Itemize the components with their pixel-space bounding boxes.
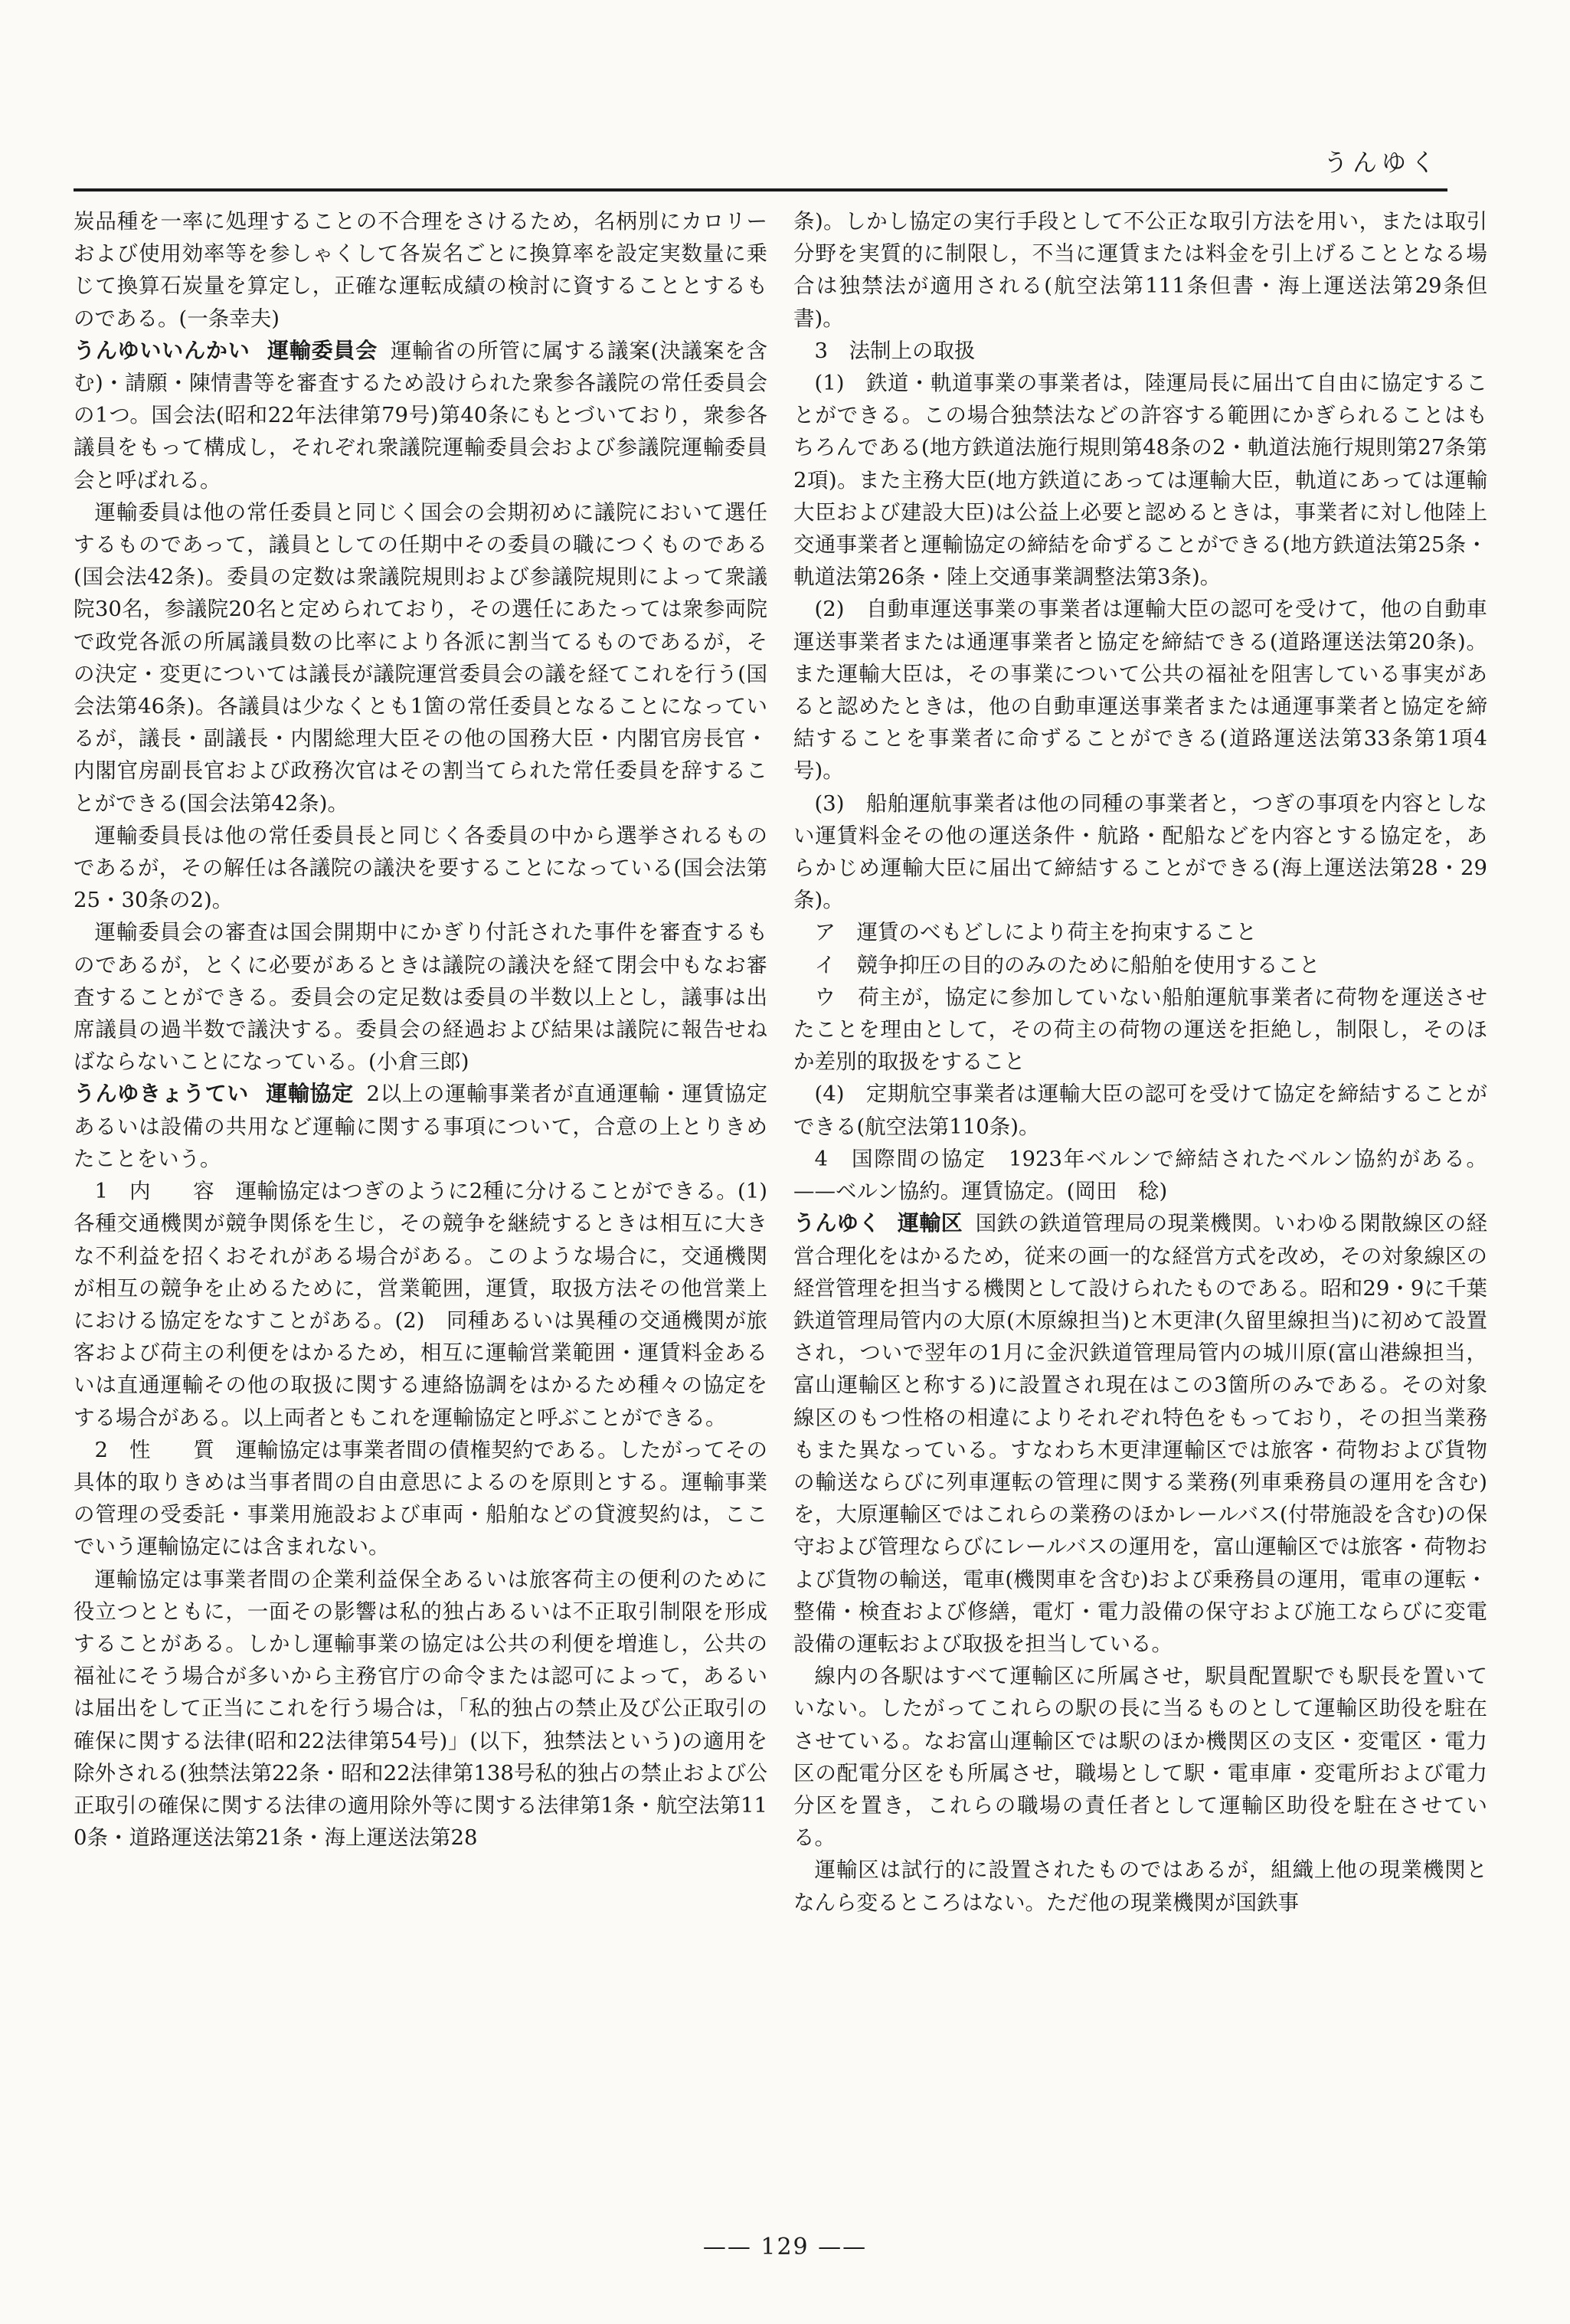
paragraph: 運輸委員会の審査は国会開期中にかぎり付託された事件を審査するものであるが，とくに必要があるときは議院の議決を経て閉会中もなお審査することができる。委員会の定足数は委員の半数以上とし，議事は出席議員の過半数で議決する。委員会の経過および結果は議院に報告せねばならないことになっている。(小倉三郎) — [74, 920, 767, 1075]
paragraph: 線内の各駅はすべて運輸区に所属させ，駅員配置駅でも駅長を置いていない。したがってこれらの駅の長に当るものとして運輸区助役を駐在させている。なお富山運輸区では駅のほか機関区の支区・変電区・電力区の配電分区をも所属させ，職場として駅・電車庫・変電所および電力分区を置き，これらの職場の責任者として運輸区助役を駐在させている。 — [793, 1664, 1487, 1851]
entry-reading: うんゆきょうてい — [74, 1081, 249, 1107]
section-nature: 2 性 質 運輸協定は事業者間の債権契約である。したがってその具体的取りきめは当事者間の自由意思によるのを原則とする。運輸事業の管理の受委託・事業用施設および車両・船舶などの貸渡契約は，ここでいう運輸協定には含まれない。 — [74, 1437, 767, 1560]
entry-text: 国鉄の鉄道管理局の現業機関。いわゆる閑散線区の経営合理化をはかるため，従来の画一的な経営方式を改め，その対象線区の経営管理を担当する機関として設けられたものである。昭和29・9に千葉鉄道管理局管内の大原(木原線担当)と木更津(久留里線担当)に初めて設置され，ついで翌年の1月に金沢鉄道管理局管内の城川原(富山港線担当，富山運輸区と称する)に設置され現在はこの3箇所のみである。その対象線区のもつ性格の相違によりそれぞれ特色をもっており，その担当業務もまた異なっている。すなわち木更津運輸区では旅客・荷物および貨物の輸送ならびに列車運転の管理に関する業務(列車乗務員の運用を含む)を，大原運輸区ではこれらの業務のほかレールバス(付帯施設を含む)の保守および管理ならびにレールバスの運用を，富山運輸区では旅客・荷物および貨物の輸送，電車(機関車を含む)および乗務員の運用，電車の運転・整備・検査および修繕，電灯・電力設備の保守および施工ならびに変電設備の運転および取扱を担当している。 — [793, 1211, 1487, 1656]
numbered-item: (2) 自動車運送事業の事業者は運輸大臣の認可を受けて，他の自動車運送事業者または通運事業者と協定を締結できる(道路運送法第20条)。また運輸大臣は，その事業について公共の福祉を阻害している事実があると認めたときは，他の自動車運送事業者または通運事業者と協定を締結することを事業者に命ずることができる(道路運送法第33条第1項4号)。 — [793, 597, 1487, 784]
numbered-item: (4) 定期航空事業者は運輸大臣の認可を受けて協定を締結することができる(航空法第110条)。 — [793, 1082, 1487, 1139]
paragraph: 運輸協定は事業者間の企業利益保全あるいは旅客荷主の便利のために役立つとともに，一面その影響は私的独占あるいは不正取引制限を形成することがある。しかし運輸事業の協定は公共の利便を増進し，公共の福祉にそう場合が多いから主務官庁の命令または認可によって，あるいは届出をして正当にこれを行う場合は，「私的独占の禁止及び公正取引の確保に関する法律(昭和22法律第54号)」(以下，独禁法という)の適用を除外される(独禁法第22条・昭和22法律第138号私的独占の禁止および公正取引の確保に関する法律の適用除外等に関する法律第1条・航空法第110条・道路運送法第21条・海上運送法第28 — [74, 1566, 767, 1851]
paragraph: 運輸区は試行的に設置されたものではあるが，組織上他の現業機関となんら変るところはない。ただ他の現業機関が国鉄事 — [793, 1858, 1487, 1915]
continued-text: 炭品種を一率に処理することの不合理をさけるため，名柄別にカロリーおよび使用効率等を参しゃくして各炭名ごとに換算率を設定実数量に乗じて換算石炭量を算定し，正確な運転成績の検討に資することとするものである。(一条幸夫) — [74, 209, 767, 331]
entry-reading: うんゆいいんかい — [74, 337, 250, 363]
entry-headword: 運輸協定 — [266, 1081, 354, 1107]
paragraph: 運輸委員長は他の常任委員長と同じく各委員の中から選挙されるものであるが，その解任は各議院の議決を要することになっている(国会法第25・30条の2)。 — [74, 823, 767, 913]
page-number: —— 129 —— — [702, 2234, 868, 2260]
entry-reading: うんゆく — [793, 1210, 881, 1236]
section-international: 4 国際間の協定 1923年ベルンで締結されたベルン協約がある。——ベルン協約。運賃協定。(岡田 稔) — [793, 1146, 1487, 1204]
header-rule — [74, 188, 1447, 191]
entry-headword: 運輸委員会 — [267, 337, 378, 363]
list-item: ウ 荷主が，協定に参加していない船舶運航事業者に荷物を運送させたことを理由として，その荷主の荷物の運送を拒絶し，制限し，そのほか差別的取扱をすること — [793, 984, 1487, 1075]
numbered-item: (1) 鉄道・軌道事業の事業者は，陸運局長に届出て自由に協定することができる。この場合独禁法などの許容する範囲にかぎられることはもちろんである(地方鉄道法施行規則第48条の2・軌道法施行規則第27条第2項)。また主務大臣(地方鉄道にあっては運輸大臣，軌道にあっては運輸大臣および建設大臣)は公益上必要と認めるときは，事業者に対し他陸上交通事業者と運輸協定の締結を命ずることができる(地方鉄道法第25条・軌道法第26条・陸上交通事業調整法第3条)。 — [793, 371, 1487, 590]
numbered-item: (3) 船舶運航事業者は他の同種の事業者と，つぎの事項を内容としない運賃料金その他の運送条件・航路・配船などを内容とする協定を，あらかじめ運輸大臣に届出て締結することができる(海上運送法第28・29条)。 — [793, 790, 1487, 913]
section-content: 1 内 容 運輸協定はつぎのように2種に分けることができる。(1) 各種交通機関が競争関係を生じ，その競争を継続するときは相互に大きな不利益を招くおそれがある場合がある。このような場合に，交通機関が相互の競争を止めるために，営業範囲，運賃，取扱方法その他営業上における協定をなすことがある。(2) 同種あるいは異種の交通機関が旅客および荷主の利便をはかるため，相互に運輸営業範囲・運賃料金あるいは直通運輸その他の取扱に関する連絡協調をはかるため種々の協定をする場合がある。以上両者ともこれを運輸協定と呼ぶことができる。 — [74, 1179, 789, 1430]
running-head: うんゆく — [1323, 148, 1440, 177]
entry-unyu-kyotei — [74, 1078, 767, 1175]
list-item: イ 競争抑圧の目的のみのために船舶を使用すること — [814, 952, 1320, 977]
section-heading: 3 法制上の取扱 — [814, 338, 976, 363]
entry-text: 2以上の運輸事業者が直通運輸・運賃協定あるいは設備の共用など運輸に関する事項について，合意の上とりきめたことをいう。 — [74, 1082, 767, 1171]
continued-text: 条)。しかし協定の実行手段として不公正な取引方法を用い，または取引分野を実質的に制限し，不当に運賃または料金を引上げることとなる場合は独禁法が適用される(航空法第111条但書・海上運送法第29条但書)。 — [793, 209, 1487, 331]
right-column — [793, 205, 1487, 1919]
entry-unyu-ku — [793, 1207, 1487, 1660]
entry-headword: 運輸区 — [897, 1210, 963, 1236]
left-column — [74, 205, 789, 1854]
entry-unyu-iinkai — [74, 335, 767, 496]
list-item: ア 運賃のべもどしにより荷主を拘束すること — [814, 920, 1257, 945]
entry-text: 運輸省の所管に属する議案(決議案を含む)・請願・陳情書等を審査するため設けられた衆参各議院の常任委員会の1つ。国会法(昭和22年法律第79号)第40条にもとづいており，衆参各議員をもって構成し，それぞれ衆議院運輸委員会および参議院運輸委員会と呼ばれる。 — [74, 338, 767, 493]
paragraph: 運輸委員は他の常任委員と同じく国会の会期初めに議院において選任するものであって，議員としての任期中その委員の職につくものである(国会法42条)。委員の定数は衆議院規則および参議院規則によって衆議院30名，参議院20名と定められており，その選任にあたっては衆参両院で政党各派の所属議員数の比率により各派に割当てるものであるが，その決定・変更については議長が議院運営委員会の議を経てこれを行う(国会法第46条)。各議員は少なくとも1箇の常任委員となることになっているが，議長・副議長・内閣総理大臣その他の国務大臣・内閣官房長官・内閣官房副長官および政務次官はその割当てられた常任委員を辞することができる(国会法第42条)。 — [74, 499, 767, 816]
